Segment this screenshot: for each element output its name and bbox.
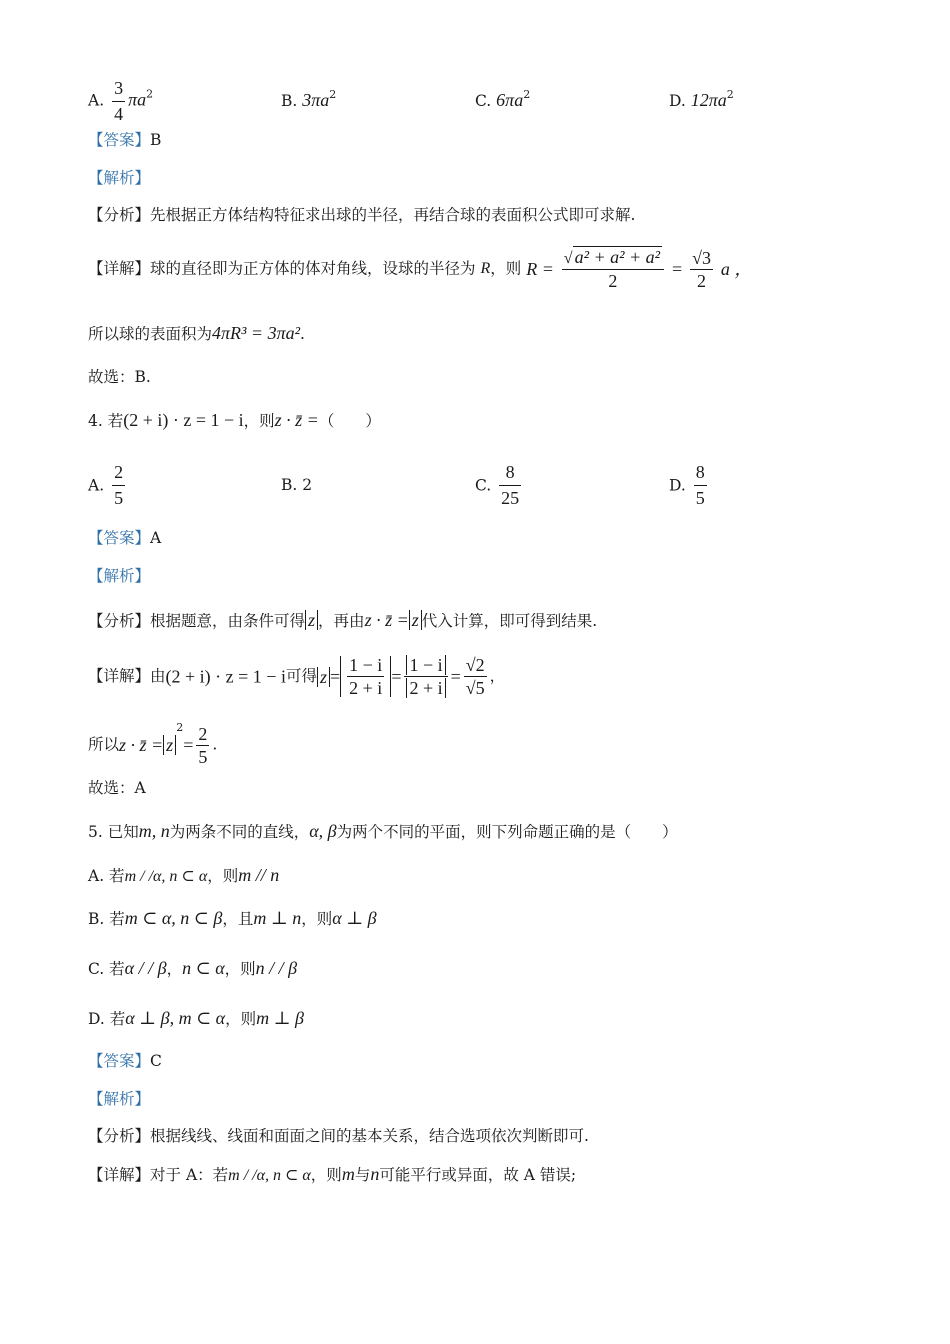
detail-end: ， bbox=[489, 666, 506, 685]
detail-var: m bbox=[341, 1164, 355, 1184]
q4-so: 所以z · z̄ = $z^2=$ $\frac{2}{5}$ . bbox=[88, 721, 218, 767]
option-label: A. 若 bbox=[88, 867, 125, 885]
q5-detail bbox=[88, 1165, 576, 1184]
q5-fenxi bbox=[88, 1129, 589, 1145]
detail-tag: 【详解】 bbox=[88, 1166, 151, 1184]
numerator: 1 − i bbox=[349, 655, 383, 675]
detail-text: 可能平行或异面，故 A 错误; bbox=[379, 1166, 577, 1184]
fraction bbox=[112, 78, 125, 125]
so-text: 所以 bbox=[88, 735, 120, 754]
fenxi-tag: 【分析】 bbox=[88, 206, 151, 224]
sqrt3-fraction bbox=[690, 249, 713, 290]
abs-fraction bbox=[340, 656, 391, 697]
exponent: 2 bbox=[176, 721, 184, 734]
q3-option-d bbox=[669, 88, 734, 111]
detail-text: 可得 bbox=[285, 666, 317, 685]
numerator: 1 − i bbox=[406, 655, 445, 675]
stem-expr: z · z̄ = bbox=[274, 410, 319, 430]
q5-option-a bbox=[88, 866, 279, 885]
stem-text: 5. 已知 bbox=[88, 823, 139, 841]
option-label: D. 若 bbox=[88, 1010, 126, 1028]
q3-answer bbox=[88, 133, 161, 149]
q5-stem bbox=[88, 822, 678, 841]
exponent: 2 bbox=[329, 88, 337, 101]
option-expr: n ⊂ α bbox=[182, 958, 225, 978]
radius-symbol: R bbox=[480, 260, 491, 277]
denominator: 4 bbox=[114, 104, 124, 124]
denominator: 2 bbox=[608, 271, 618, 291]
fenxi-text: 根据线线、线面和面面之间的基本关系，结合选项依次判断即可. bbox=[150, 1127, 589, 1145]
denominator: 5 bbox=[114, 488, 124, 508]
denominator: 5 bbox=[695, 488, 705, 508]
area-text: 所以球的表面积为 bbox=[88, 325, 213, 343]
abs-ratio-fraction bbox=[404, 656, 447, 697]
option-expr: α / / β bbox=[124, 958, 167, 978]
stem-expr: α, β bbox=[309, 821, 337, 841]
q4-fenxi bbox=[88, 611, 597, 630]
fraction bbox=[347, 656, 384, 697]
numerator: √2 bbox=[465, 655, 485, 675]
detail-text: 由 bbox=[150, 666, 166, 685]
abs-z: z bbox=[163, 735, 176, 755]
fenxi-text: 代入计算，即可得到结果. bbox=[421, 612, 598, 630]
fenxi-tag: 【分析】 bbox=[88, 1127, 151, 1145]
q4-option-c bbox=[475, 462, 524, 509]
so-end: . bbox=[212, 735, 218, 754]
radius-fraction: $\frac{\text{√ a² + a² + a²}}{2}$ bbox=[562, 248, 664, 290]
option-text: ，则 bbox=[225, 1010, 257, 1028]
numerator: 8 bbox=[499, 462, 521, 486]
sqrt-fraction bbox=[464, 656, 487, 697]
stem-text: 4. 若 bbox=[88, 412, 124, 430]
q3-detail bbox=[88, 248, 752, 290]
detail-text: 对于 A：若 bbox=[150, 1166, 229, 1184]
detail-tail: a ， bbox=[720, 259, 753, 279]
detail-var: n bbox=[370, 1164, 380, 1184]
q4-answer bbox=[88, 531, 161, 547]
equation-lhs: R = bbox=[526, 259, 554, 279]
q5-option-d bbox=[88, 1009, 304, 1028]
option-text: ，则 bbox=[207, 867, 239, 885]
option-result: m // n bbox=[238, 865, 280, 885]
denominator: 2 bbox=[697, 270, 707, 291]
detail-tag: 【详解】 bbox=[88, 666, 151, 685]
detail-text: ，则 bbox=[490, 259, 522, 278]
option-result: m ⊥ β bbox=[256, 1008, 305, 1028]
option-label: D. bbox=[669, 92, 686, 110]
numerator: √3 bbox=[692, 247, 711, 268]
option-label: B. bbox=[281, 92, 298, 110]
option-label: A. bbox=[88, 91, 105, 110]
answer-tag: 【答案】 bbox=[88, 529, 151, 547]
numerator: 8 bbox=[694, 462, 707, 486]
q3-analysis-heading bbox=[88, 171, 150, 187]
fenxi-tag: 【分析】 bbox=[88, 612, 151, 630]
choose-text: 故选：B. bbox=[88, 368, 151, 386]
fraction bbox=[196, 725, 209, 766]
q3-option-a bbox=[88, 78, 153, 125]
option-label: D. bbox=[669, 476, 686, 495]
q4-option-a bbox=[88, 462, 128, 509]
q5-answer bbox=[88, 1054, 162, 1070]
q3-option-c bbox=[475, 88, 530, 111]
answer-tag: 【答案】 bbox=[88, 131, 151, 149]
fraction bbox=[499, 462, 521, 509]
stem-expr: m, n bbox=[138, 821, 170, 841]
stem-expr: (2 + i) · z = 1 − i bbox=[123, 410, 244, 430]
area-end: . bbox=[300, 325, 305, 343]
exponent: 2 bbox=[146, 87, 154, 101]
denominator: √5 bbox=[465, 678, 485, 698]
fraction bbox=[112, 462, 125, 509]
fenxi-text: ，再由 bbox=[318, 612, 365, 630]
q4-detail: 【详解】由(2 + i) · z = 1 − i可得 z = $\frac{1 - i}{2 + i}$ = $\frac{1 - i}{2 + i}$ = $\frac{√2}{√5}$ ， bbox=[88, 655, 506, 698]
exponent: 2 bbox=[726, 88, 734, 101]
option-result: n / / β bbox=[255, 958, 298, 978]
option-label: A. bbox=[88, 476, 105, 495]
exponent: 2 bbox=[523, 88, 531, 101]
sqrt-radicand: a² + a² + a² bbox=[574, 247, 661, 267]
answer-tag: 【答案】 bbox=[88, 1052, 151, 1070]
numerator: 2 bbox=[198, 723, 208, 744]
option-label: B. bbox=[281, 476, 298, 494]
option-expr: 3πa bbox=[302, 90, 330, 110]
option-expr: α ⊥ β, m ⊂ α bbox=[125, 1008, 226, 1028]
abs-z: z bbox=[317, 667, 330, 687]
q4-stem bbox=[88, 411, 381, 430]
detail-tag: 【详解】 bbox=[88, 259, 151, 278]
option-text: ，则 bbox=[301, 910, 333, 928]
option-text: ，则 bbox=[224, 960, 256, 978]
detail-text: 与 bbox=[354, 1166, 371, 1184]
denominator: 25 bbox=[501, 488, 520, 508]
detail-text: 球的直径即为正方体的体对角线，设球的半径为 bbox=[150, 259, 476, 278]
fenxi-text: 根据题意，由条件可得 bbox=[150, 612, 306, 630]
analysis-tag: 【解析】 bbox=[88, 567, 151, 585]
option-label: C. bbox=[475, 476, 492, 495]
option-value: 2 bbox=[302, 476, 313, 494]
q3-option-b bbox=[281, 88, 336, 111]
q3-area bbox=[88, 324, 305, 343]
option-text: ，且 bbox=[222, 910, 254, 928]
q4-analysis-heading bbox=[88, 569, 150, 585]
q5-analysis-heading bbox=[88, 1092, 150, 1108]
detail-expr: m / /α, n ⊂ α bbox=[228, 1167, 311, 1184]
answer-value: B bbox=[150, 131, 162, 149]
option-result: α ⊥ β bbox=[332, 908, 377, 928]
analysis-tag: 【解析】 bbox=[88, 1090, 151, 1108]
fraction bbox=[694, 462, 707, 509]
q4-choose bbox=[88, 781, 146, 797]
option-label: C. bbox=[475, 92, 492, 110]
so-expr: z · z̄ = bbox=[119, 735, 164, 755]
analysis-tag: 【解析】 bbox=[88, 169, 151, 187]
numerator: 2 bbox=[112, 462, 125, 486]
abs-z: z bbox=[409, 610, 422, 630]
area-expr: 4πR³ = 3πa² bbox=[212, 323, 300, 343]
q3-choose bbox=[88, 370, 151, 386]
stem-text: ，则 bbox=[243, 412, 275, 430]
option-expr: m ⊥ n bbox=[253, 908, 302, 928]
q4-option-d bbox=[669, 462, 710, 509]
stem-text: 为两个不同的平面，则下列命题正确的是（ ） bbox=[336, 823, 678, 841]
option-expr: 12πa bbox=[690, 90, 727, 110]
option-label: B. 若 bbox=[88, 910, 125, 928]
option-label: C. 若 bbox=[88, 960, 125, 978]
q5-option-c bbox=[88, 959, 297, 978]
q3-fenxi bbox=[88, 208, 635, 224]
q4-option-b bbox=[281, 476, 312, 494]
stem-text: 为两条不同的直线， bbox=[169, 823, 310, 841]
numerator: 3 bbox=[112, 78, 125, 102]
q5-option-b bbox=[88, 909, 377, 928]
option-expr: m ⊂ α, n ⊂ β bbox=[124, 908, 223, 928]
choose-text: 故选：A bbox=[88, 779, 146, 797]
fenxi-text: 先根据正方体结构特征求出球的半径，再结合球的表面积公式即可求解. bbox=[150, 206, 636, 224]
denominator: 5 bbox=[198, 746, 208, 767]
stem-paren: （ ） bbox=[318, 412, 381, 430]
option-text: ， bbox=[166, 960, 183, 978]
detail-text: ，则 bbox=[310, 1166, 342, 1184]
option-expr: m / /α, n ⊂ α bbox=[124, 868, 208, 885]
answer-value: A bbox=[150, 529, 162, 547]
option-expr: πa bbox=[128, 89, 147, 110]
fenxi-expr: z · z̄ = bbox=[364, 610, 409, 630]
denominator: 2 + i bbox=[406, 678, 445, 698]
answer-value: C bbox=[150, 1052, 162, 1070]
option-expr: 6πa bbox=[496, 90, 524, 110]
abs-z: z bbox=[305, 610, 318, 630]
denominator: 2 + i bbox=[349, 678, 383, 698]
equals-sign: = bbox=[672, 259, 683, 279]
detail-expr: (2 + i) · z = 1 − i bbox=[165, 666, 286, 687]
